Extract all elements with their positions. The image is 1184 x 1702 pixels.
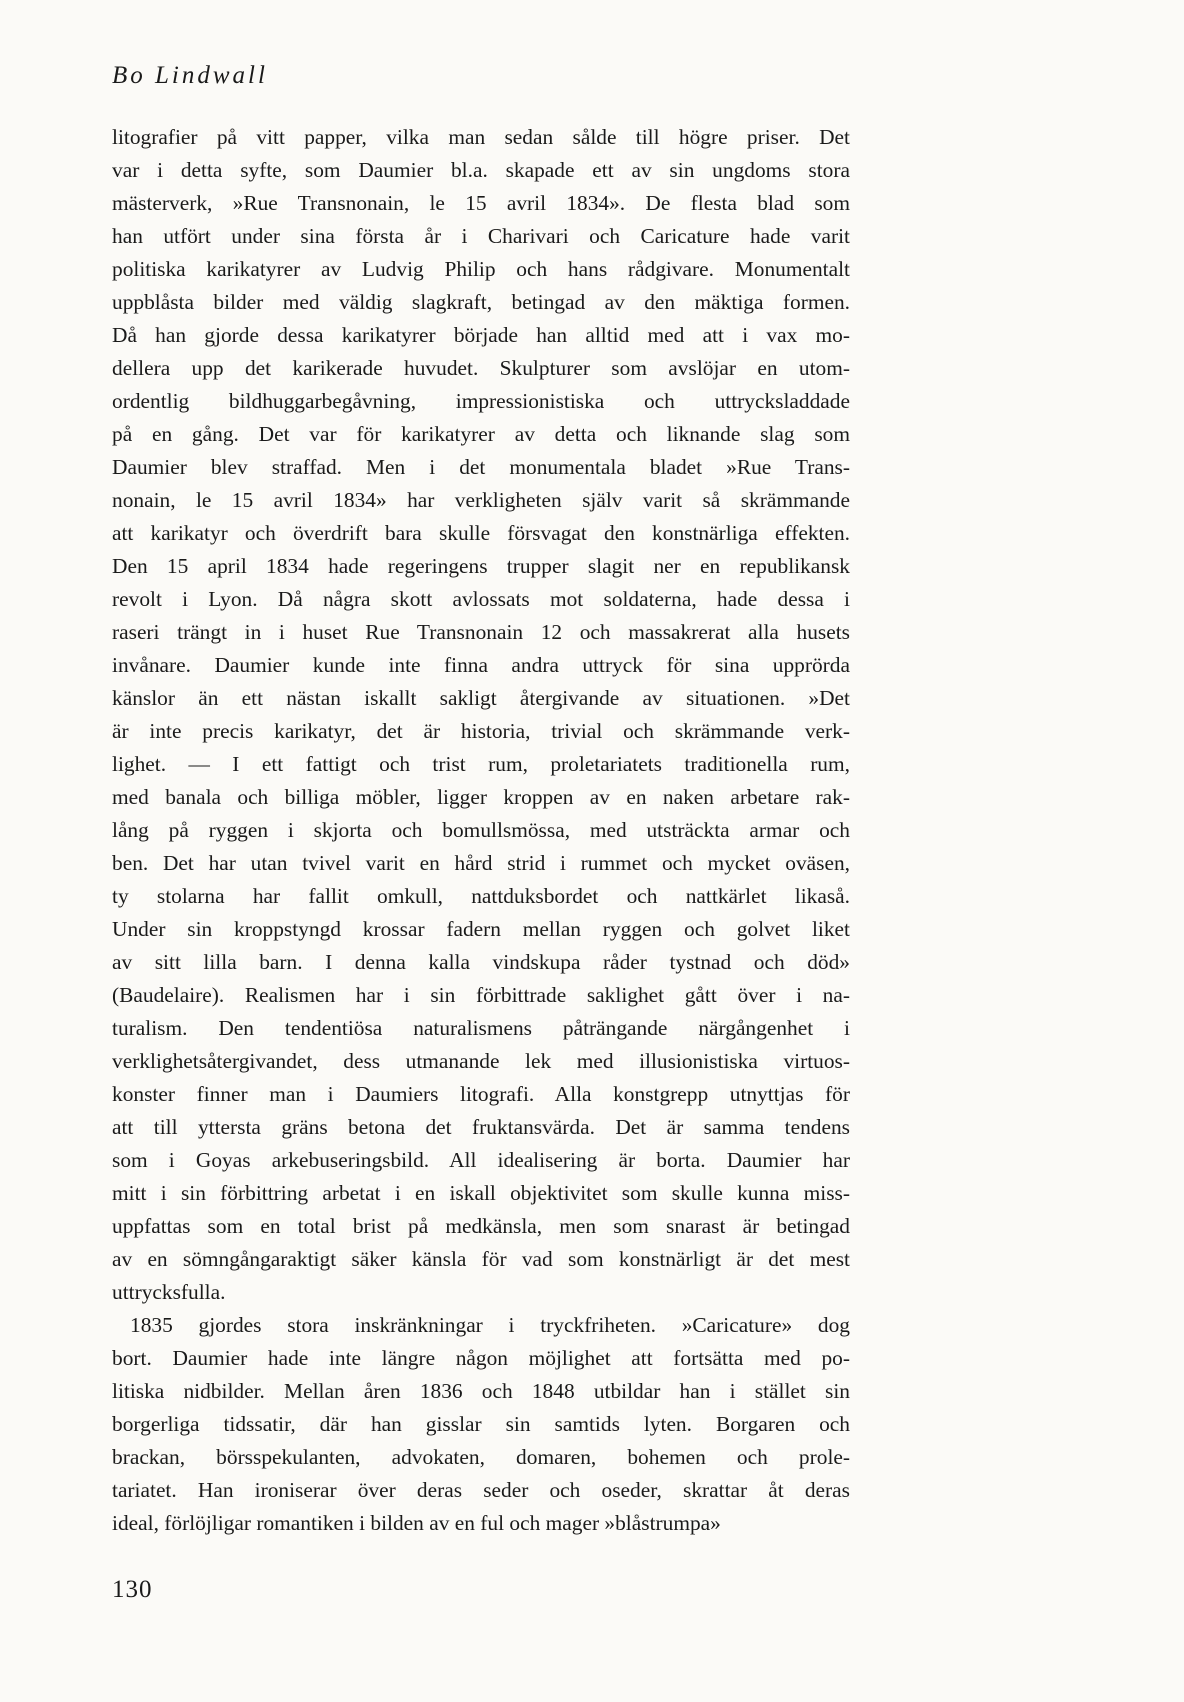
text-line: turalism. Den tendentiösa naturalismens påträngande närgångenhet i	[112, 1016, 850, 1040]
text-line: att till yttersta gräns betona det fruktansvärda. Det är samma tendens	[112, 1115, 850, 1139]
text-line: litografier på vitt papper, vilka man sedan sålde till högre priser. Det	[112, 125, 850, 149]
text-line: invånare. Daumier kunde inte finna andra uttryck för sina upprörda	[112, 653, 850, 677]
text-line: lighet. — I ett fattigt och trist rum, proletariatets traditionella rum,	[112, 752, 850, 776]
text-line: att karikatyr och överdrift bara skulle försvagat den konstnärliga effekten.	[112, 521, 850, 545]
text-line: litiska nidbilder. Mellan åren 1836 och 1848 utbildar han i stället sin	[112, 1379, 850, 1403]
text-line: av sitt lilla barn. I denna kalla vindskupa råder tystnad och död»	[112, 950, 850, 974]
text-line: revolt i Lyon. Då några skott avlossats mot soldaterna, hade dessa i	[112, 587, 850, 611]
page-number: 130	[112, 1576, 153, 1603]
paragraph	[112, 121, 850, 1309]
text-line: ty stolarna har fallit omkull, nattduksbordet och nattkärlet likaså.	[112, 884, 850, 908]
text-line: känslor än ett nästan iskallt sakligt återgivande av situationen. »Det	[112, 686, 850, 710]
text-line: Daumier blev straffad. Men i det monumentala bladet »Rue Trans-	[112, 455, 850, 479]
text-line: verklighetsåtergivandet, dess utmanande lek med illusionistiska virtuos-	[112, 1049, 850, 1073]
text-line: uppblåsta bilder med väldig slagkraft, betingad av den mäktiga formen.	[112, 290, 850, 314]
text-line: politiska karikatyrer av Ludvig Philip och hans rådgivare. Monumentalt	[112, 257, 850, 281]
text-line: nonain, le 15 avril 1834» har verkligheten själv varit så skrämmande	[112, 488, 850, 512]
text-line: lång på ryggen i skjorta och bomullsmössa, med utsträckta armar och	[112, 818, 850, 842]
text-line: han utfört under sina första år i Charivari och Caricature hade varit	[112, 224, 850, 248]
running-head: Bo Lindwall	[112, 62, 268, 89]
body-text	[112, 121, 850, 1540]
text-line: bort. Daumier hade inte längre någon möjlighet att fortsätta med po-	[112, 1346, 850, 1370]
text-line: tariatet. Han ironiserar över deras seder och oseder, skrattar åt deras	[112, 1478, 850, 1502]
text-line: dellera upp det karikerade huvudet. Skulpturer som avslöjar en utom-	[112, 356, 850, 380]
text-line: brackan, börsspekulanten, advokaten, domaren, bohemen och prole-	[112, 1445, 850, 1469]
text-line: ben. Det har utan tvivel varit en hård strid i rummet och mycket oväsen,	[112, 851, 850, 875]
paragraph	[112, 1309, 850, 1540]
text-line: ideal, förlöjligar romantiken i bilden av en ful och mager »blåstrumpa»	[112, 1511, 721, 1535]
text-line: uppfattas som en total brist på medkänsla, men som snarast är betingad	[112, 1214, 850, 1238]
text-line: på en gång. Det var för karikatyrer av detta och liknande slag som	[112, 422, 850, 446]
text-line: borgerliga tidssatir, där han gisslar sin samtids lyten. Borgaren och	[112, 1412, 850, 1436]
text-line: raseri trängt in i huset Rue Transnonain 12 och massakrerat alla husets	[112, 620, 850, 644]
text-line: Då han gjorde dessa karikatyrer började han alltid med att i vax mo-	[112, 323, 850, 347]
text-line: konster finner man i Daumiers litografi. Alla konstgrepp utnyttjas för	[112, 1082, 850, 1106]
text-line: mitt i sin förbittring arbetat i en iskall objektivitet som skulle kunna miss-	[112, 1181, 850, 1205]
text-line: uttrycksfulla.	[112, 1280, 226, 1304]
text-line: av en sömngångaraktigt säker känsla för vad som konstnärligt är det mest	[112, 1247, 850, 1271]
text-line: Den 15 april 1834 hade regeringens trupper slagit ner en republikansk	[112, 554, 850, 578]
text-line: var i detta syfte, som Daumier bl.a. skapade ett av sin ungdoms stora	[112, 158, 850, 182]
text-line: mästerverk, »Rue Transnonain, le 15 avril 1834». De flesta blad som	[112, 191, 850, 215]
text-line: är inte precis karikatyr, det är historia, trivial och skrämmande verk-	[112, 719, 850, 743]
text-line: (Baudelaire). Realismen har i sin förbittrade saklighet gått över i na-	[112, 983, 850, 1007]
text-line: som i Goyas arkebuseringsbild. All idealisering är borta. Daumier har	[112, 1148, 850, 1172]
text-line: ordentlig bildhuggarbegåvning, impressionistiska och uttrycksladdade	[112, 389, 850, 413]
text-line: Under sin kroppstyngd krossar fadern mellan ryggen och golvet liket	[112, 917, 850, 941]
text-line: 1835 gjordes stora inskränkningar i tryckfriheten. »Caricature» dog	[130, 1313, 850, 1337]
text-line: med banala och billiga möbler, ligger kroppen av en naken arbetare rak-	[112, 785, 850, 809]
